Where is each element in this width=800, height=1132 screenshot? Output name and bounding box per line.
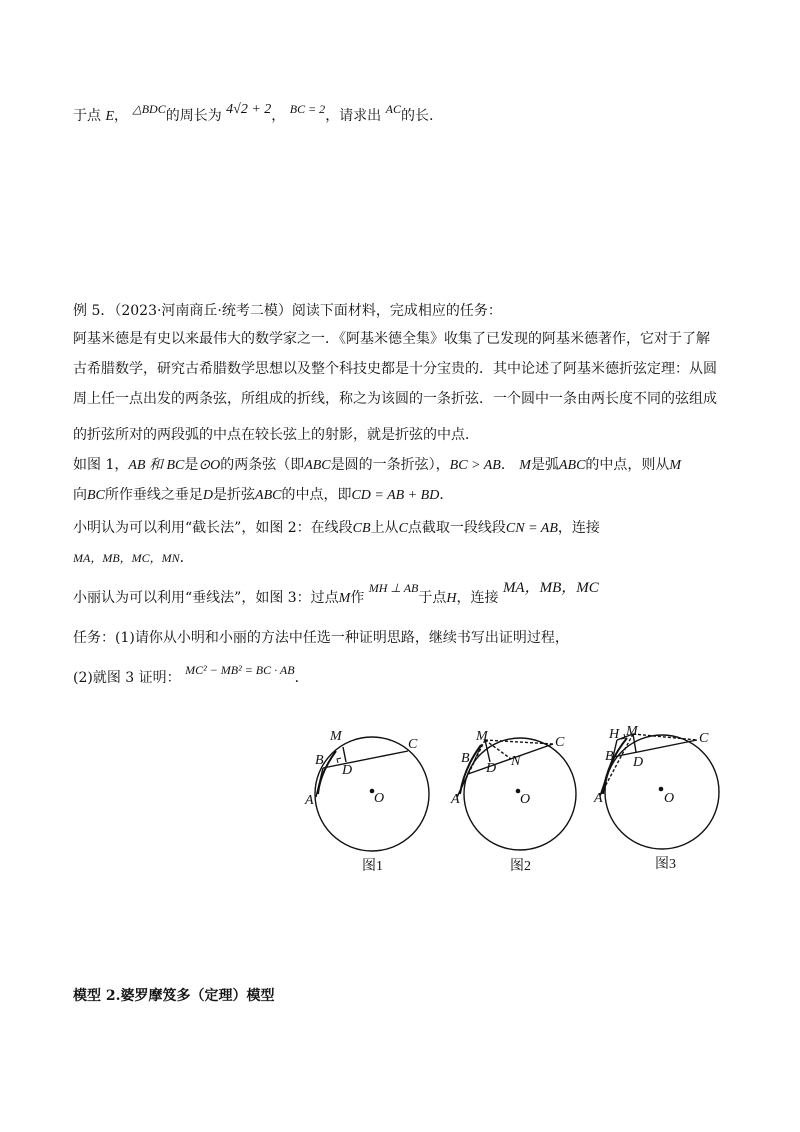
text: (2)就图 3 证明： — [73, 670, 181, 686]
task-2 — [73, 663, 309, 688]
xiaoli-line — [73, 580, 599, 609]
text: 小丽认为可以利用“垂线法”，如图 3：过点 — [73, 590, 339, 606]
label-m: M — [330, 729, 342, 744]
label-b: B — [315, 753, 324, 768]
label-o: O — [374, 791, 385, 806]
text: ． — [294, 670, 309, 686]
segment-cb: CB — [352, 521, 371, 536]
arc-abc: ABC — [558, 458, 586, 473]
center-dot — [659, 787, 664, 792]
point-c: C — [398, 521, 408, 536]
perpendicular-md — [343, 747, 346, 762]
label-m: M — [626, 724, 638, 739]
broken-chord: ABC — [255, 488, 282, 503]
text: 于点 — [73, 108, 101, 124]
triangle-bdc: △BDC — [132, 102, 166, 116]
intro-line — [73, 102, 434, 127]
label-a: A — [305, 793, 314, 808]
text: 于点 — [418, 590, 447, 606]
label-d: D — [633, 755, 644, 770]
ac-segment: AC — [385, 102, 401, 116]
text: ． — [439, 487, 454, 503]
label-n: N — [511, 754, 521, 769]
text: 向 — [73, 487, 87, 503]
label-b: B — [461, 751, 470, 766]
segments-list: MA，MB，MC，MN — [73, 551, 180, 565]
segments-list: MA，MB，MC — [502, 580, 599, 596]
text: 小明认为可以利用“截长法”，如图 2：在线段 — [73, 520, 353, 536]
perpendicular-mh: MH ⊥ AB — [368, 581, 419, 595]
bc-equation: BC = 2 — [289, 102, 326, 116]
label-c: C — [555, 735, 565, 750]
figure1-line — [73, 455, 681, 476]
equation-proof: MC² − MB² = BC · AB — [185, 663, 295, 677]
segment-bc: BC — [87, 488, 105, 503]
caption-1: 图1 — [362, 859, 383, 874]
broken-chord: ABC — [304, 458, 331, 473]
paragraph-line: 周上任一点出发的两条弦，所组成的折线，称之为该圆的一条折弦．一个圆中一条由两长度不同的弦组成 — [73, 391, 717, 407]
chord-bc — [323, 751, 408, 768]
text: 作 — [350, 590, 365, 606]
model-heading: 模型 2.婆罗摩笈多（定理）模型 — [73, 988, 275, 1004]
circle — [315, 737, 429, 851]
label-c: C — [408, 737, 418, 752]
text: 的长. — [400, 108, 434, 124]
figure-3-labels — [593, 724, 709, 872]
label-m: M — [476, 729, 488, 744]
figure-2-labels — [450, 729, 565, 874]
text: ． — [179, 550, 194, 566]
text: 是弧 — [530, 457, 559, 473]
text: 如图 1， — [73, 457, 129, 473]
perimeter-value: 4√2 + 2 — [226, 102, 272, 117]
point-m: M — [669, 458, 682, 473]
task-1: 任务：(1)请你从小明和小丽的方法中任选一种证明思路，继续书写出证明过程， — [73, 630, 569, 646]
example-heading: 例 5．（2023·河南商丘·统考二模）阅读下面材料，完成相应的任务： — [73, 303, 502, 319]
point-e: E — [105, 109, 115, 124]
point-h: H — [446, 591, 457, 606]
caption-3: 图3 — [655, 857, 676, 872]
point-d: D — [202, 488, 214, 503]
text: 所作垂线之垂足 — [104, 487, 203, 503]
foot-line — [73, 485, 453, 506]
text: ， — [271, 108, 286, 124]
label-o: O — [664, 791, 675, 806]
label-a: A — [451, 792, 460, 807]
text: ，请求出 — [325, 108, 382, 124]
label-d: D — [342, 763, 353, 778]
text: 的两条弦（即 — [220, 457, 305, 473]
label-b: B — [605, 749, 614, 764]
paragraph-line: 的折弦所对的两段弧的中点在较长弦上的射影，就是折弦的中点． — [73, 427, 479, 443]
circle-o: ⊙O — [198, 458, 221, 473]
point-m: M — [338, 591, 351, 606]
label-h: H — [609, 727, 620, 742]
equation-cn: CN = AB — [505, 521, 558, 536]
figure-3 — [600, 734, 719, 849]
text: 点截取一段线段 — [407, 520, 506, 536]
paragraph-line: 阿基米德是有史以来最伟大的数学家之一．《阿基米德全集》收集了已发现的阿基米德著作，它对于了解 — [73, 331, 710, 347]
figures — [300, 718, 740, 888]
right-angle-mark — [337, 758, 341, 763]
text: ， — [114, 108, 129, 124]
connect-line — [73, 548, 194, 568]
text: 是折弦 — [213, 487, 256, 503]
text: 上从 — [370, 520, 399, 536]
circle — [605, 735, 719, 849]
text: ，连接 — [557, 520, 600, 536]
label-d: D — [486, 761, 497, 776]
paragraph-line: 古希腊数学，研究古希腊数学思想以及整个科技史都是十分宝贵的．其中论述了阿基米德折弦定理：从圆 — [73, 361, 717, 377]
text: 是圆的一条折弦）， — [330, 457, 450, 473]
text: ． — [500, 457, 515, 473]
inequality: BC > AB — [449, 458, 501, 473]
text: 的周长为 — [165, 108, 222, 124]
caption-2: 图2 — [510, 859, 531, 874]
text: 是 — [184, 457, 199, 473]
chords-ab-bc: AB 和 BC — [128, 458, 185, 473]
figure-1-labels — [304, 729, 418, 874]
xiaoming-line — [73, 518, 600, 539]
point-m: M — [519, 458, 531, 473]
label-c: C — [699, 731, 709, 746]
label-o: O — [520, 792, 531, 807]
text: 的中点，则从 — [585, 457, 670, 473]
text: 的中点，即 — [281, 487, 352, 503]
equation-cd: CD = AB + BD — [351, 488, 440, 503]
text: ，连接 — [456, 590, 499, 606]
label-a: A — [594, 791, 603, 806]
figure-1 — [315, 737, 429, 851]
